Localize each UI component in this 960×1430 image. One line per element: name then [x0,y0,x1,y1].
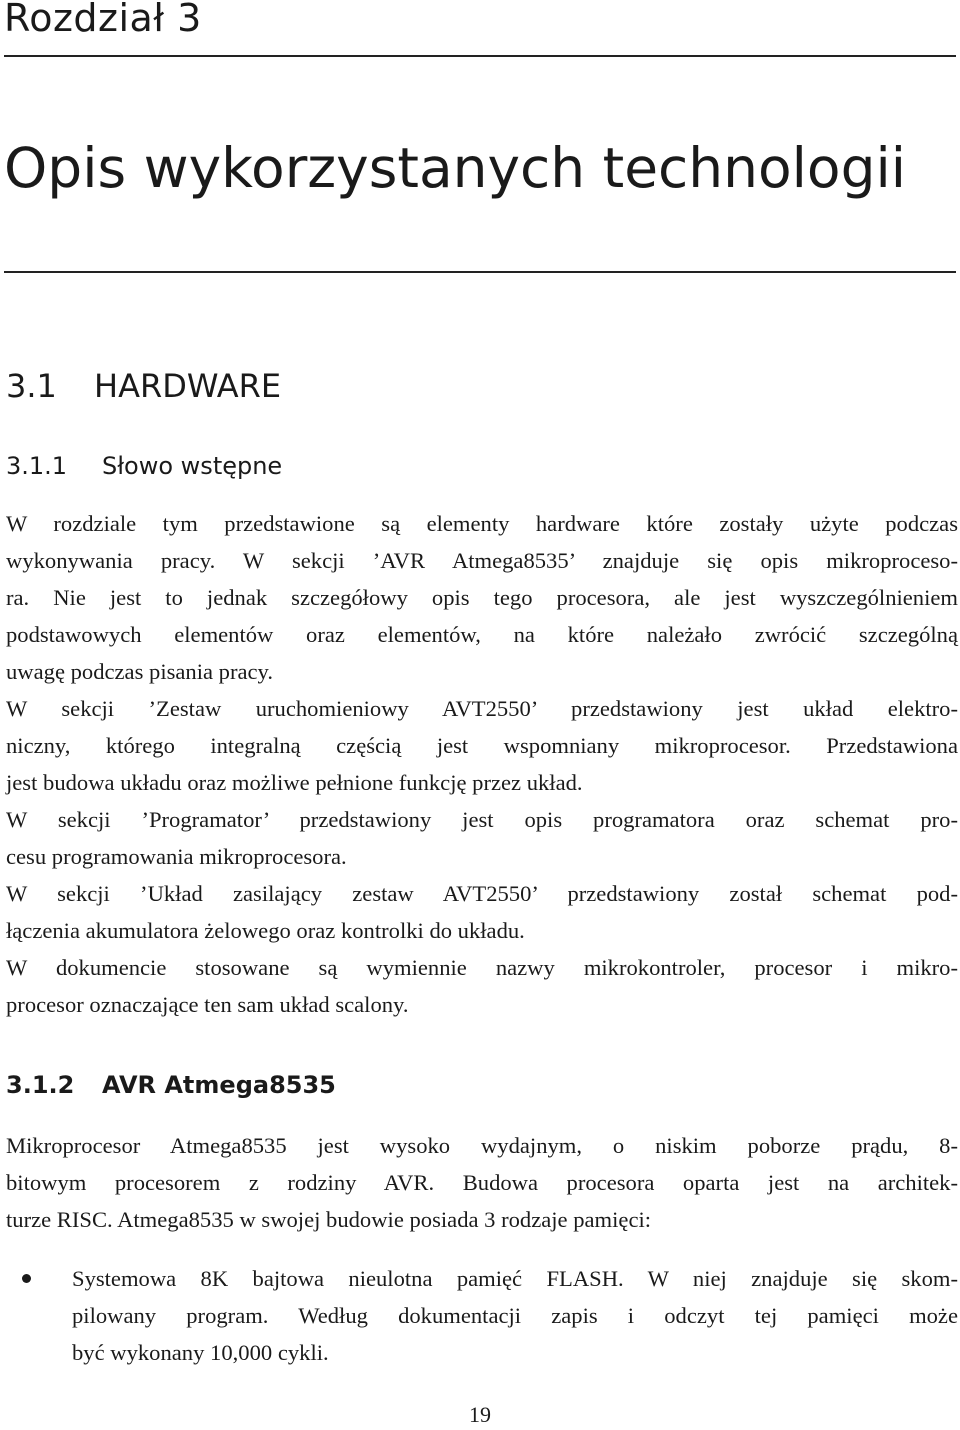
subsection-title: Słowo wstępne [102,452,283,480]
text-line: W sekcji ’Zestaw uruchomieniowy AVT2550’ przedstawiony jest układ elektro- [6,696,958,721]
text-line: bitowym procesorem z rodziny AVR. Budowa procesora oparta jest na architek- [6,1170,958,1195]
chapter-rule-bottom [4,271,956,273]
text-line: Systemowa 8K bajtowa nieulotna pamięć FLASH. W niej znajduje się skom- [72,1266,958,1291]
intro-text [6,505,958,1023]
text-line: być wykonany 10,000 cykli. [72,1340,329,1365]
section-number: 3.1 [6,367,57,405]
section-heading [6,367,281,405]
subsection-number: 3.1.1 [6,452,68,480]
memory-list [0,1260,958,1371]
list-item [0,1260,958,1371]
text-line: procesor oznaczające ten sam układ scalony. [6,992,409,1017]
text-line: ra. Nie jest to jednak szczegółowy opis tego procesora, ale jest wyszczególnieniem [6,585,958,610]
text-line: łączenia akumulatora żelowego oraz kontrolki do układu. [6,918,525,943]
subsection-number: 3.1.2 [6,1071,75,1099]
avr-text [6,1127,958,1238]
page-number: 19 [469,1402,491,1427]
text-line: wykonywania pracy. W sekcji ’AVR Atmega8535’ znajduje się opis mikroproceso- [6,548,958,573]
text-line: turze RISC. Atmega8535 w swojej budowie posiada 3 rodzaje pamięci: [6,1207,652,1232]
text-line: W sekcji ’Układ zasilający zestaw AVT2550’ przedstawiony został schemat pod- [6,881,958,906]
text-line: W rozdziale tym przedstawione są elementy hardware które zostały użyte podczas [6,511,958,536]
text-line: niczny, którego integralną częścią jest wspomniany mikroprocesor. Przedstawiona [6,733,958,758]
text-line: podstawowych elementów oraz elementów, na które należało zwrócić szczególną [6,622,958,647]
text-line: pilowany program. Według dokumentacji zapis i odczyt tej pamięci może [72,1303,958,1328]
text-line: W dokumencie stosowane są wymiennie nazwy mikrokontroler, procesor i mikro- [6,955,958,980]
chapter-title: Opis wykorzystanych technologii [4,136,907,200]
chapter-rule-top [4,55,956,57]
chapter-label: Rozdział 3 [4,0,202,40]
section-title: HARDWARE [94,367,282,405]
text-line: W sekcji ’Programator’ przedstawiony jest opis programatora oraz schemat pro- [6,807,958,832]
subsection-heading-avr [6,1071,336,1099]
text-line: uwagę podczas pisania pracy. [6,659,274,684]
text-line: cesu programowania mikroprocesora. [6,844,347,869]
subsection-title: AVR Atmega8535 [102,1071,336,1099]
text-line: Mikroprocesor Atmega8535 jest wysoko wydajnym, o niskim poborze prądu, 8- [6,1133,958,1158]
bullet-icon [22,1274,31,1283]
subsection-heading-intro [6,452,282,480]
text-line: jest budowa układu oraz możliwe pełnione funkcję przez układ. [6,770,583,795]
